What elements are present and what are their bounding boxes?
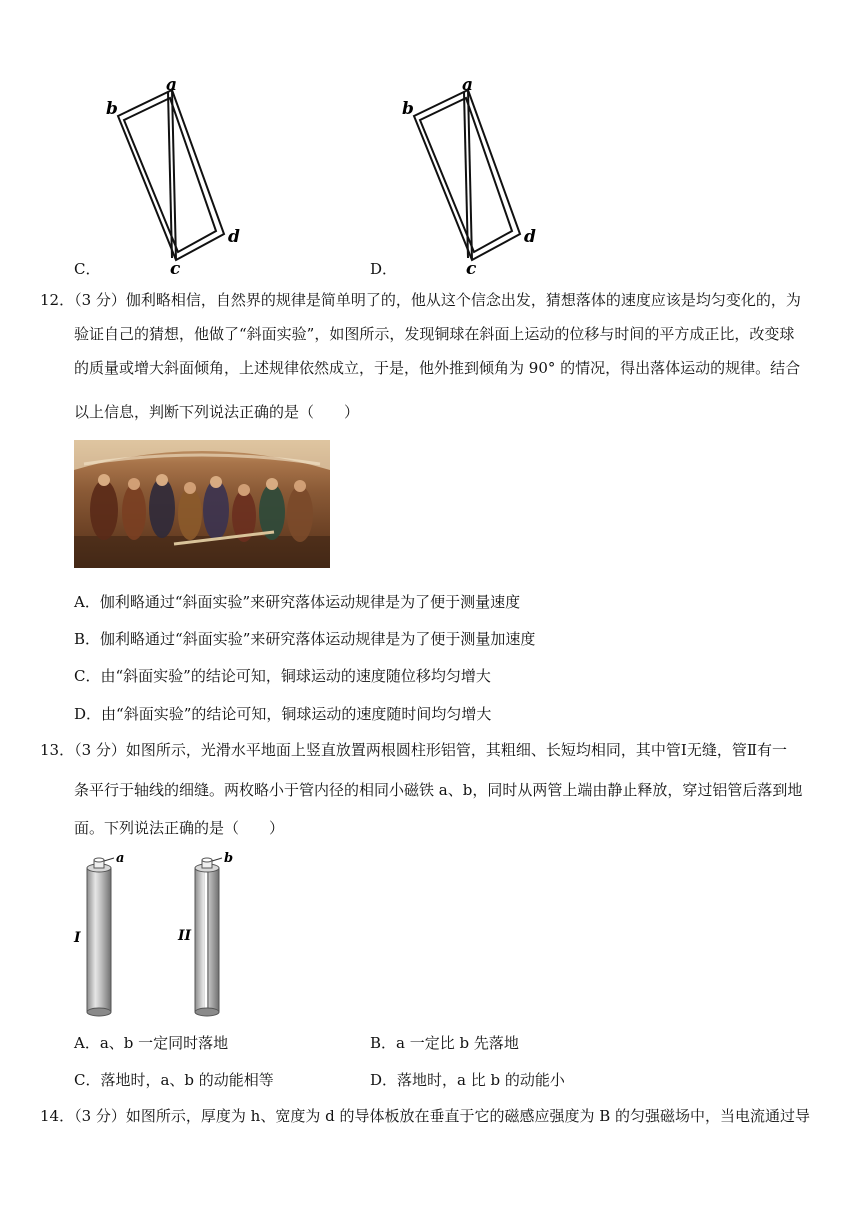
option-c-label: C． bbox=[74, 260, 101, 278]
question-13-line-3: 面。下列说法正确的是（ ） bbox=[74, 819, 285, 837]
question-12-option-b[interactable]: B．伽利略通过“斜面实验”来研究落体运动规律是为了便于测量加速度 bbox=[74, 630, 536, 648]
tube-1-label: I bbox=[74, 930, 81, 946]
vertex-label-b: b bbox=[106, 99, 118, 119]
question-13-line-1: 13．（3 分）如图所示，光滑水平地面上竖直放置两根圆柱形铝管，其粗细、长短均相同，其中管Ⅰ无缝，管Ⅱ有一 bbox=[40, 741, 788, 759]
vertex-label-d: d bbox=[228, 227, 240, 247]
vertex-label-c: c bbox=[170, 259, 181, 278]
question-12-line-3: 的质量或增大斜面倾角，上述规律依然成立，于是，他外推到倾角为 90° 的情况，得出落体运动的规律。结合 bbox=[74, 359, 801, 377]
vertex-label-a: a bbox=[166, 78, 178, 95]
option-d-label: D． bbox=[370, 260, 398, 278]
tube-2 bbox=[195, 858, 222, 1016]
question-13-option-c[interactable]: C．落地时，a、b 的动能相等 bbox=[74, 1071, 274, 1089]
question-14-line-1: 14．（3 分）如图所示，厚度为 h、宽度为 d 的导体板放在垂直于它的磁感应强度为 B 的匀强磁场中，当电流通过导 bbox=[40, 1107, 811, 1125]
question-12-option-d[interactable]: D．由“斜面实验”的结论可知，铜球运动的速度随时间均匀增大 bbox=[74, 705, 492, 723]
question-13-option-d[interactable]: D．落地时，a 比 b 的动能小 bbox=[370, 1071, 565, 1089]
magnet-b-label: b bbox=[224, 852, 234, 866]
question-13-option-a[interactable]: A．a、b 一定同时落地 bbox=[74, 1034, 229, 1052]
question-13-line-2: 条平行于轴线的细缝。两枚略小于管内径的相同小磁铁 a、b，同时从两管上端由静止释放，穿过铝管后落到地 bbox=[74, 781, 803, 799]
magnet-a-label: a bbox=[116, 852, 125, 866]
figure-option-d bbox=[392, 78, 552, 278]
figure-option-c bbox=[96, 78, 256, 278]
galileo-painting-image bbox=[74, 440, 330, 568]
question-12-option-c[interactable]: C．由“斜面实验”的结论可知，铜球运动的速度随位移均匀增大 bbox=[74, 667, 491, 685]
question-12-line-1: 12．（3 分）伽利略相信，自然界的规律是简单明了的，他从这个信念出发，猜想落体的速度应该是均匀变化的，为 bbox=[40, 291, 801, 309]
vertex-label-c: c bbox=[466, 259, 477, 278]
question-12-line-4: 以上信息，判断下列说法正确的是（ ） bbox=[74, 403, 360, 421]
question-12-option-a[interactable]: A．伽利略通过“斜面实验”来研究落体运动规律是为了便于测量速度 bbox=[74, 593, 521, 611]
aluminum-tubes-figure bbox=[70, 852, 260, 1018]
question-12-line-2: 验证自己的猜想，他做了“斜面实验”，如图所示，发现铜球在斜面上运动的位移与时间的平方成正比，改变球 bbox=[74, 325, 795, 343]
vertex-label-a: a bbox=[462, 78, 474, 95]
tube-1 bbox=[87, 858, 114, 1016]
vertex-label-b: b bbox=[402, 99, 414, 119]
question-13-option-b[interactable]: B．a 一定比 b 先落地 bbox=[370, 1034, 519, 1052]
vertex-label-d: d bbox=[524, 227, 536, 247]
tube-2-label: II bbox=[178, 928, 192, 944]
